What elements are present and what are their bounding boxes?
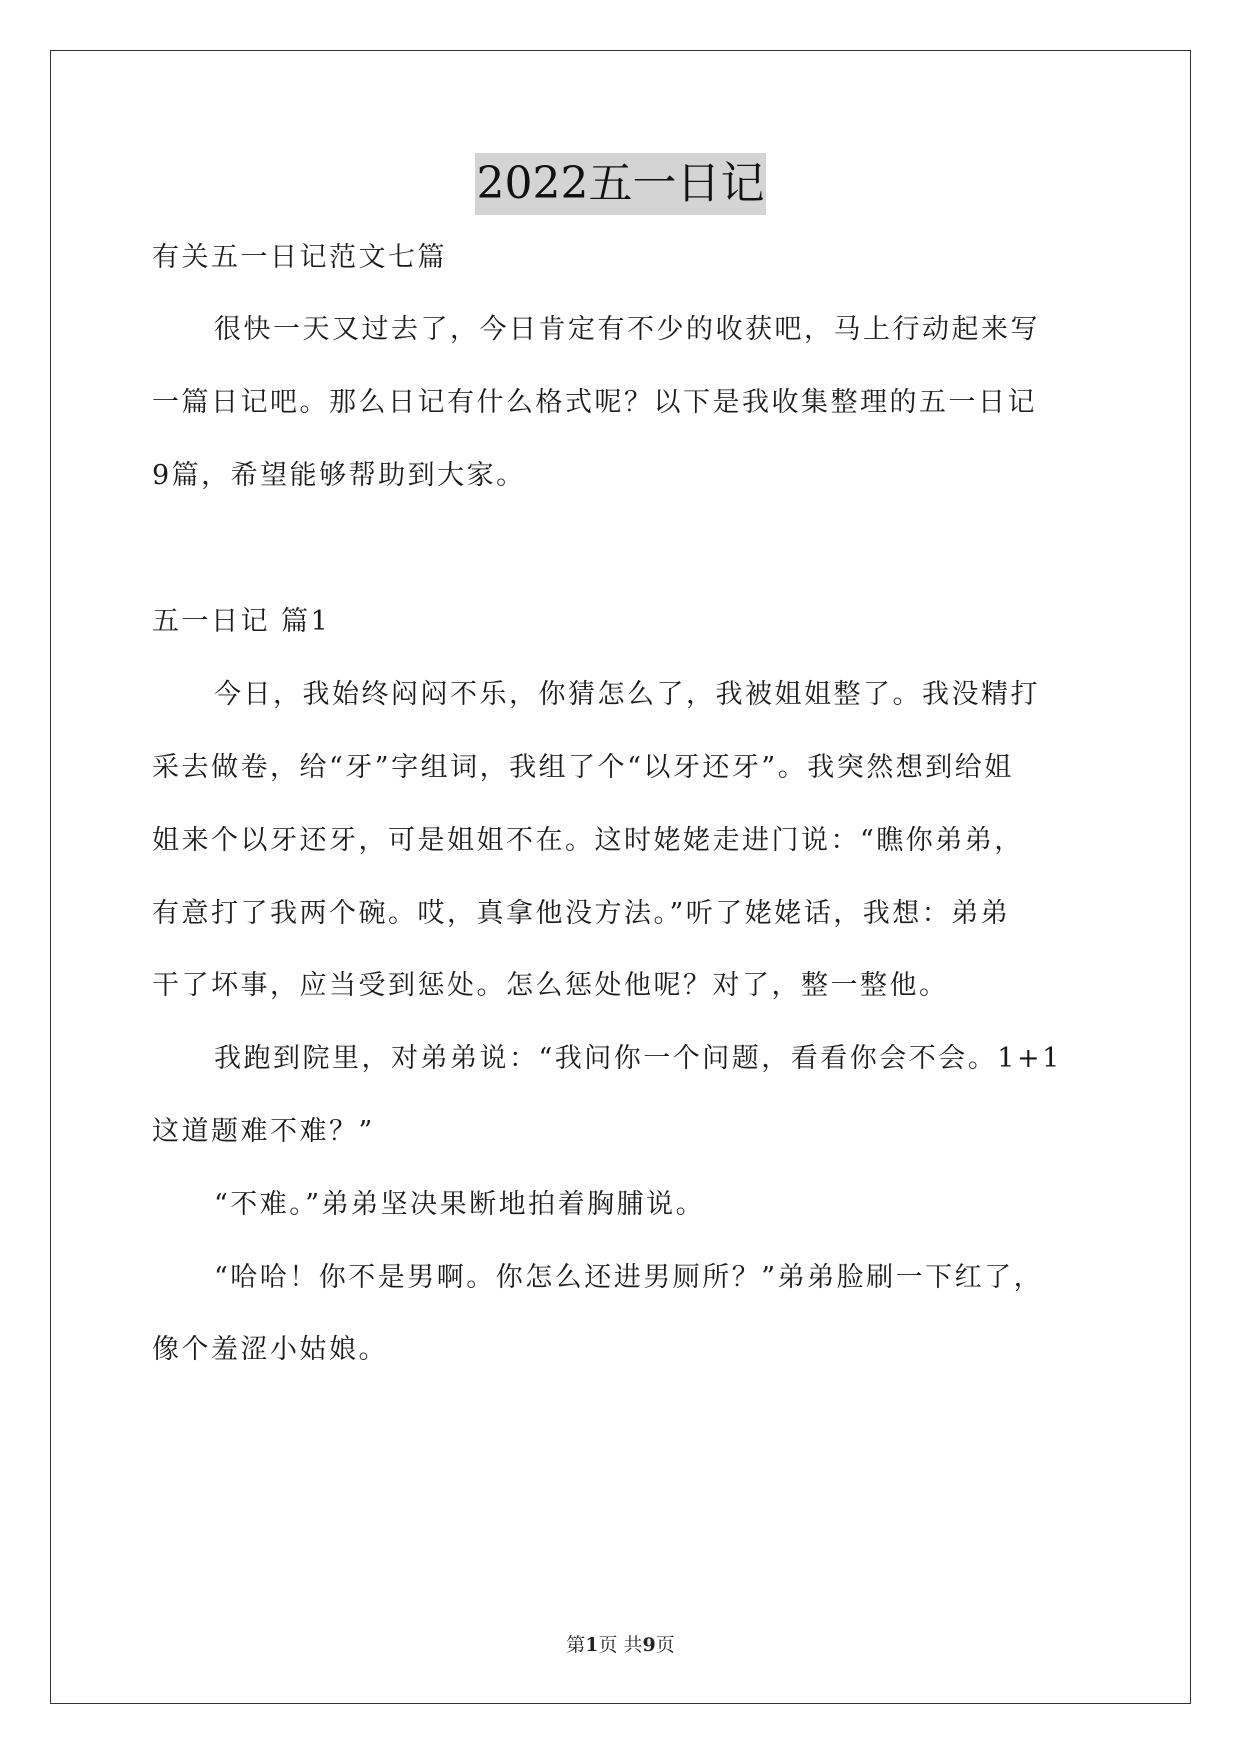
page-footer bbox=[0, 1630, 1241, 1657]
body-line-8: “不难。”弟弟坚决果断地拍着胸脯说。 bbox=[214, 1189, 706, 1220]
body-line-2: 采去做卷，给“牙”字组词，我组了个“以牙还牙”。我突然想到给姐 bbox=[152, 752, 1014, 783]
page-border bbox=[50, 50, 1191, 1704]
intro-line-2: 一篇日记吧。那么日记有什么格式呢？以下是我收集整理的五一日记 bbox=[152, 387, 1037, 418]
footer-page-number: 1 bbox=[585, 1634, 599, 1656]
footer-prefix: 第 bbox=[566, 1634, 586, 1656]
body-line-10: 像个羞涩小姑娘。 bbox=[152, 1334, 388, 1365]
footer-mid: 页 共 bbox=[598, 1634, 643, 1656]
footer-suffix: 页 bbox=[655, 1634, 675, 1656]
section-heading: 五一日记 篇1 bbox=[152, 606, 331, 637]
body-line-1: 今日，我始终闷闷不乐，你猜怎么了，我被姐姐整了。我没精打 bbox=[214, 679, 1040, 710]
body-line-6: 我跑到院里，对弟弟说：“我问你一个问题，看看你会不会。1+1 bbox=[214, 1043, 1062, 1074]
intro-line-3: 9篇，希望能够帮助到大家。 bbox=[152, 460, 526, 491]
title-container bbox=[0, 153, 1241, 215]
body-line-3: 姐来个以牙还牙，可是姐姐不在。这时姥姥走进门说：“瞧你弟弟， bbox=[152, 825, 1024, 856]
body-line-9: “哈哈！你不是男啊。你怎么还进男厕所？”弟弟脸刷一下红了， bbox=[214, 1262, 1044, 1293]
intro-line-1: 很快一天又过去了，今日肯定有不少的收获吧，马上行动起来写 bbox=[214, 314, 1040, 345]
body-line-7: 这道题难不难？” bbox=[152, 1116, 375, 1147]
document-title: 2022五一日记 bbox=[475, 153, 767, 215]
body-line-5: 干了坏事，应当受到惩处。怎么惩处他呢？对了，整一整他。 bbox=[152, 970, 949, 1001]
body-line-4: 有意打了我两个碗。哎，真拿他没方法。”听了姥姥话，我想：弟弟 bbox=[152, 898, 1011, 929]
footer-page-total: 9 bbox=[642, 1634, 656, 1656]
subtitle: 有关五一日记范文七篇 bbox=[152, 242, 447, 273]
